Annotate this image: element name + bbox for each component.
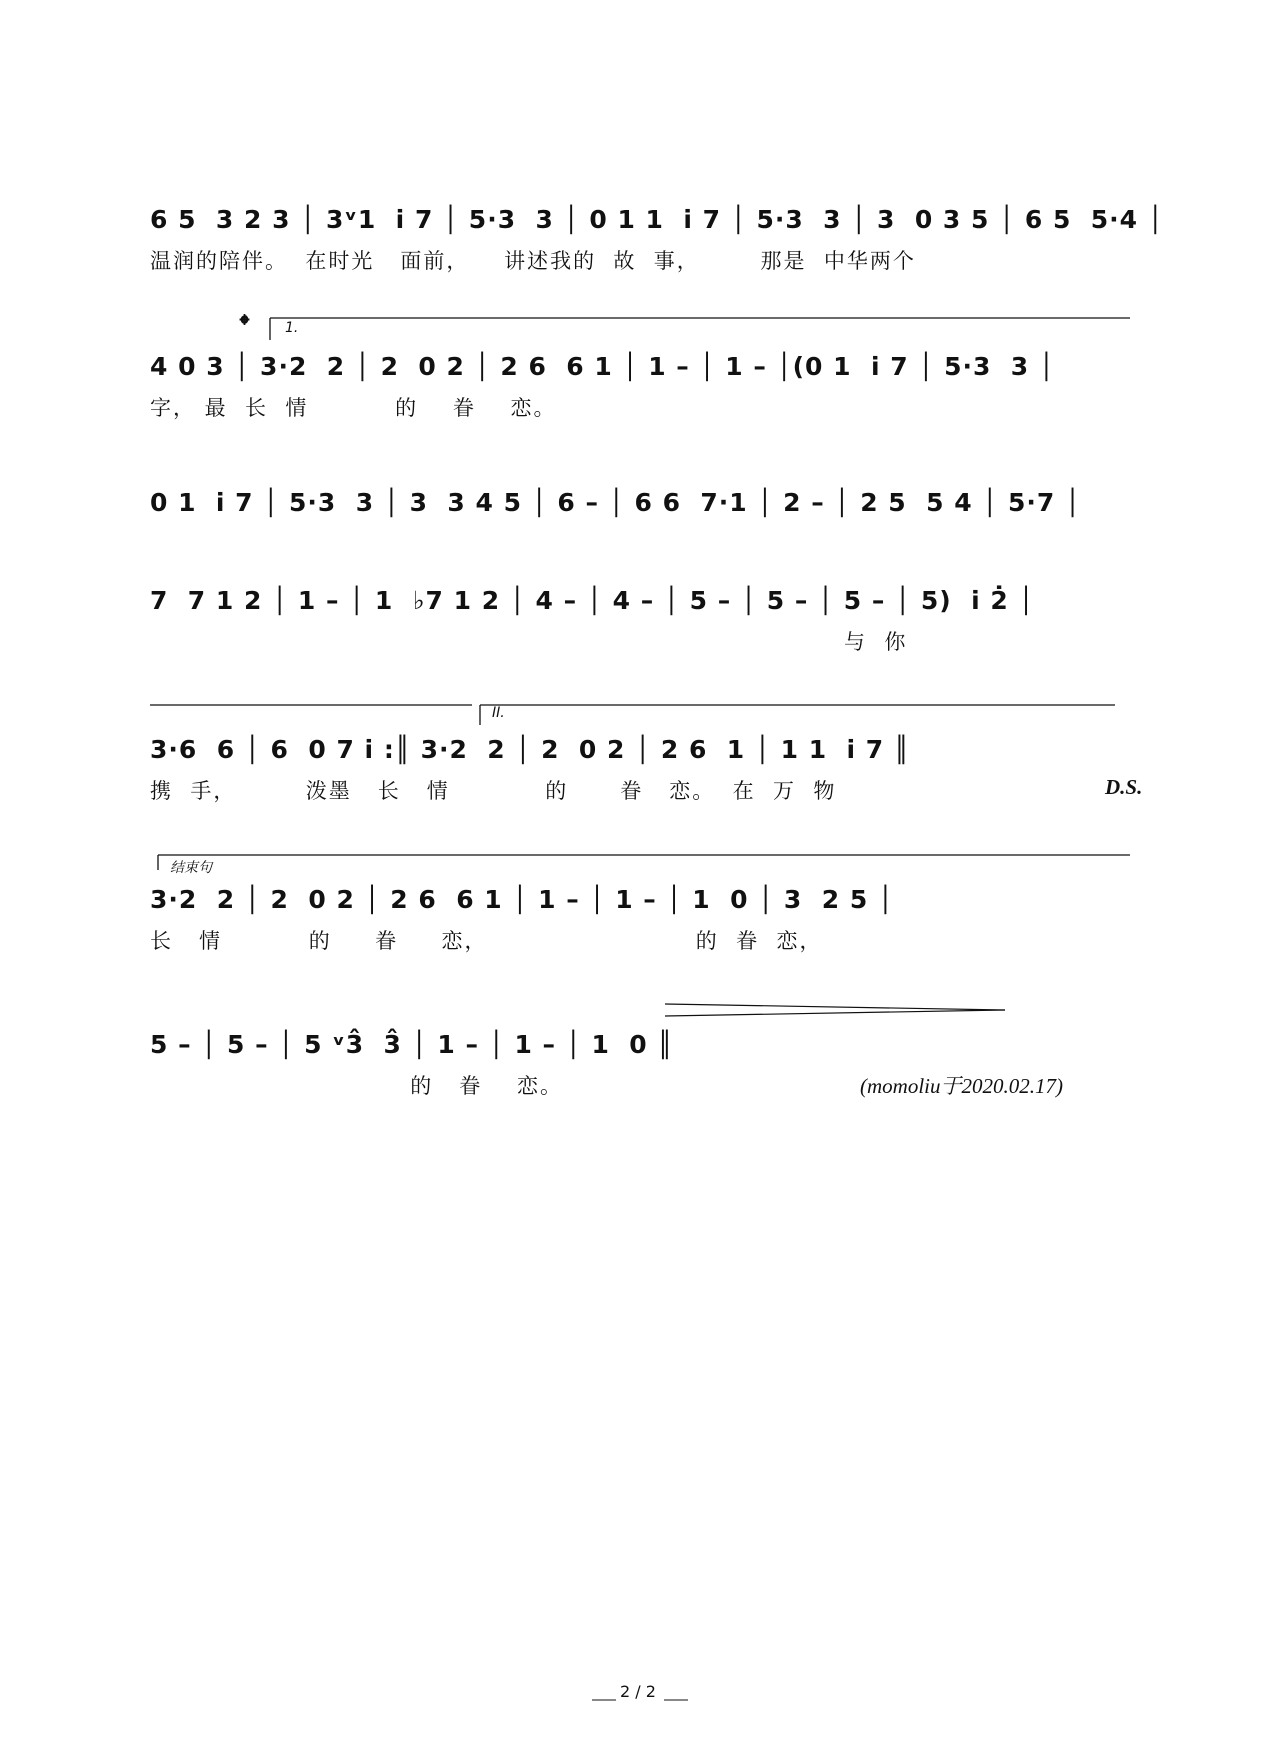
lyrics-line-1: 温润的陪伴。 在时光 面前， 讲述我的 故 事， 那是 中华两个 — [150, 249, 916, 273]
page-number: 2 / 2 — [620, 1682, 656, 1701]
notes-line-1: 6 5 3 2 3 │ 3ᵛ1 i̇ 7 │ 5·3 3 │ 0 1 1 i̇ 7 │ 5·3 3 │ 3 0 3 5 │ 6 5 5·4 │ — [150, 205, 1164, 234]
lyrics-line-4: 与 你 — [150, 630, 908, 654]
lyrics-line-6: 长 情 的 眷 恋， 的 眷 恋， — [150, 929, 823, 953]
lyrics-line-2: 字， 最 长 情 的 眷 恋。 — [150, 396, 557, 420]
volta-1-label: 1. — [285, 320, 299, 336]
volta-2-label: II. — [492, 705, 505, 721]
ending-label: 结束句 — [170, 860, 212, 876]
lyrics-line-7: 的 眷 恋。 — [150, 1074, 563, 1098]
crescendo-top — [665, 1004, 1005, 1010]
transcriber-credit: (momoliu于2020.02.17) — [860, 1074, 1063, 1098]
notes-line-3: 0 1 i̇ 7 │ 5·3 3 │ 3 3 4 5 │ 6 – │ 6 6 7·1 │ 2 – │ 2 5 5 4 │ 5·7 │ — [150, 488, 1082, 517]
notes-line-5: 3·6 6 │ 6 0 7 i̇ :║ 3·2 2 │ 2 0 2 │ 2 6 1 │ 1 1 i̇ 7 ║ — [150, 735, 910, 764]
notes-line-7: 5 – │ 5 – │ 5 ᵛ3̂ 3̂ │ 1 – │ 1 – │ 1 0 ║ — [150, 1030, 674, 1059]
crescendo-bottom — [665, 1010, 1005, 1016]
lyrics-line-5: 携 手， 泼墨 长 情 的 眷 恋。 在 万 物 — [150, 779, 837, 803]
notes-line-6: 3·2 2 │ 2 0 2 │ 2 6 6 1 │ 1 – │ 1 – │ 1 0 │ 3 2 5 │ — [150, 885, 894, 914]
segno-sign: 𝄌 — [240, 310, 249, 340]
notes-line-2: 4 0 3 │ 3·2 2 │ 2 0 2 │ 2 6 6 1 │ 1 – │ 1 – │(0 1 i̇ 7 │ 5·3 3 │ — [150, 352, 1055, 381]
dal-segno-label: D.S. — [1105, 775, 1143, 799]
notes-line-4: 7 7 1 2 │ 1 – │ 1 ♭7 1 2 │ 4 – │ 4 – │ 5 – │ 5 – │ 5 – │ 5) i̇ 2̇ │ — [150, 586, 1035, 615]
